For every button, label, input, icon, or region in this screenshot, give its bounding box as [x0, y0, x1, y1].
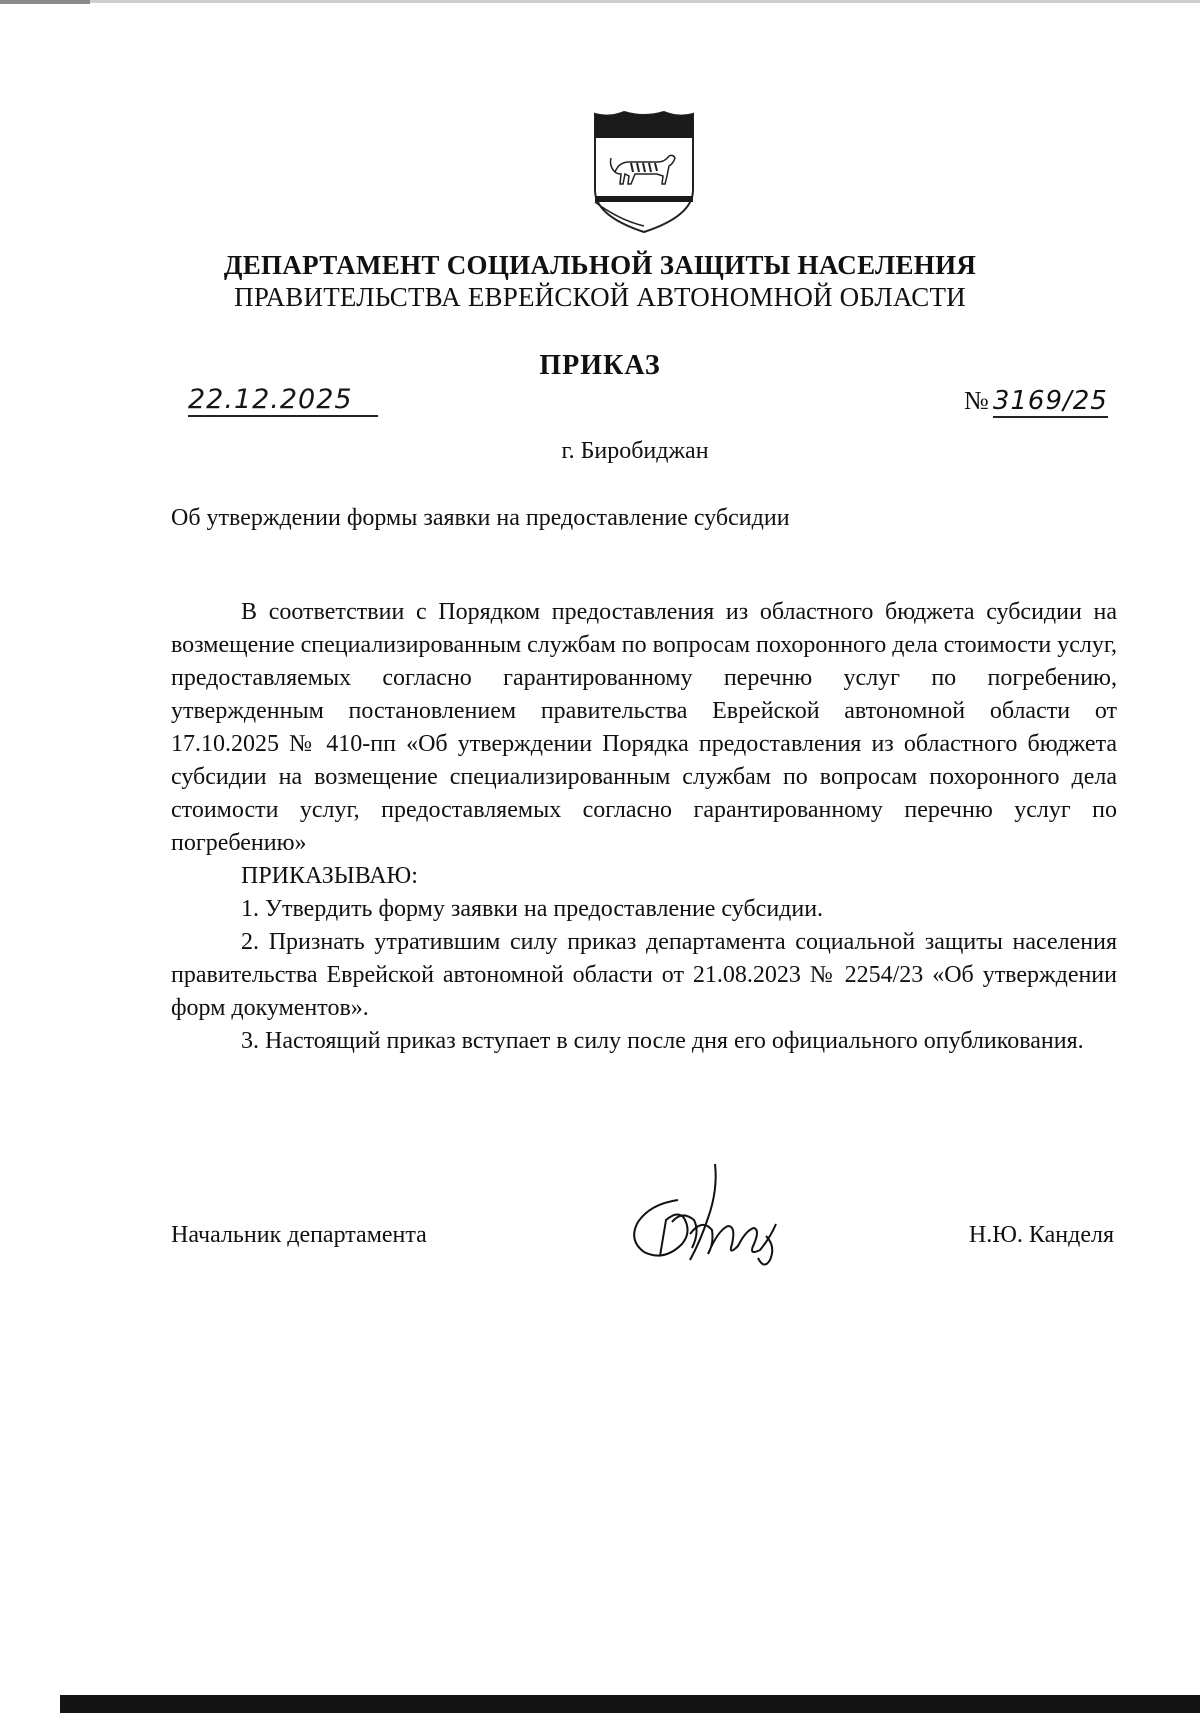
document-body	[171, 596, 1117, 1058]
order-item: 2. Признать утратившим силу приказ департамента социальной защиты населения правительства Еврейской автономной области от 21.08.2023 № 2254/23 «Об утверждении форм документов».	[171, 929, 1117, 1021]
scan-edge-top	[0, 0, 1200, 3]
signatory-name: Н.Ю. Канделя	[968, 1222, 1114, 1248]
department-name: ДЕПАРТАМЕНТ СОЦИАЛЬНОЙ ЗАЩИТЫ НАСЕЛЕНИЯ	[223, 250, 977, 280]
document-number	[964, 383, 1124, 419]
order-item: 3. Настоящий приказ вступает в силу после дня его официального опубликования.	[241, 1028, 1084, 1054]
document-type-title: ПРИКАЗ	[539, 350, 661, 381]
government-name: ПРАВИТЕЛЬСТВА ЕВРЕЙСКОЙ АВТОНОМНОЙ ОБЛАСТИ	[234, 282, 966, 312]
document-number-value: 3169/25	[992, 386, 1108, 416]
document-subject: Об утверждении формы заявки на предоставление субсидии	[171, 505, 790, 531]
order-word: ПРИКАЗЫВАЮ:	[241, 863, 418, 889]
coat-of-arms-tiger-icon	[589, 108, 699, 236]
scan-edge-top-corner	[0, 0, 90, 4]
handwritten-signature	[620, 1160, 790, 1275]
signatory-title: Начальник департамента	[171, 1222, 427, 1248]
preamble-paragraph: В соответствии с Порядком предоставления из областного бюджета субсидии на возмещение специализированным службам по вопросам похоронного дела стоимости услуг, предоставляемых согласно гарантированному перечню услуг по погребению, утвержденным постановлением правительства Еврейской автономной области от 17.10.2025 № 410-пп «Об утверждении Порядка предоставления из областного бюджета субсидии на возмещение специализированным службам по вопросам похоронного дела стоимости услуг, предоставляемых согласно гарантированному перечню услуг по погребению»	[171, 599, 1117, 856]
scan-edge-bottom	[60, 1695, 1200, 1713]
order-item: 1. Утвердить форму заявки на предоставление субсидии.	[241, 896, 824, 922]
document-date: 22.12.2025	[188, 385, 378, 417]
number-sign: №	[964, 386, 989, 415]
document-city: г. Биробиджан	[561, 438, 709, 464]
